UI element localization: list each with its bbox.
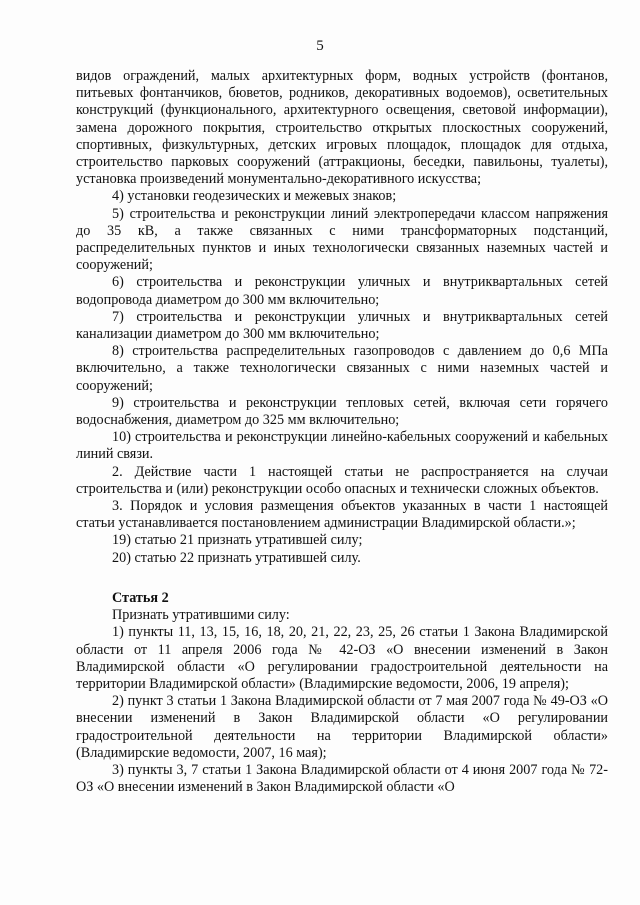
paragraph-item-19: 19) статью 21 признать утратившей силу; bbox=[112, 532, 363, 549]
paragraph-item-10: 10) строительства и реконструкции линейно-кабельных сооружений и кабельных линий связи. bbox=[76, 429, 608, 463]
paragraph-item-5: 5) строительства и реконструкции линий электропередачи классом напряжения до 35 кВ, а также связанных с ними трансформаторных подстанций, распределительных пунктов и иных технологически связанных наземных частей и сооружений; bbox=[76, 205, 608, 274]
paragraph-continuation: видов ограждений, малых архитектурных форм, водных устройств (фонтанов, питьевых фонтанчиков, бюветов, родников, декоративных водоемов), осветительных конструкций (функционального, архитектурного освещения, световой информации), замена дорожного покрытия, строительство открытых плоскостных сооружений, спортивных, физкультурных, детских игровых площадок, площадок для отдыха, строительство парковых сооружений (аттракционы, беседки, павильоны, туалеты), установка произведений монументально-декоративного искусства; bbox=[76, 68, 608, 188]
paragraph-item-6: 6) строительства и реконструкции уличных и внутриквартальных сетей водопровода диаметром до 300 мм включительно; bbox=[76, 274, 608, 308]
repeal-item-1: 1) пункты 11, 13, 15, 16, 18, 20, 21, 22, 23, 25, 26 статьи 1 Закона Владимирской области от 11 апреля 2006 года № 42-ОЗ «О внесении изменений в Закон Владимирской области «О регулировании градостроительной деятельности на территории Владимирской области» (Владимирские ведомости, 2006, 19 апреля); bbox=[76, 624, 608, 692]
paragraph-item-8: 8) строительства распределительных газопроводов с давлением до 0,6 МПа включительно, а также технологически связанных с ними наземных частей и сооружений; bbox=[76, 343, 608, 394]
paragraph-item-7: 7) строительства и реконструкции уличных и внутриквартальных сетей канализации диаметром до 300 мм включительно; bbox=[76, 308, 608, 343]
paragraph-item-9: 9) строительства и реконструкции тепловых сетей, включая сети горячего водоснабжения, диаметром до 325 мм включительно; bbox=[76, 394, 608, 429]
page-number: 5 bbox=[316, 38, 324, 54]
paragraph-item-4: 4) установки геодезических и межевых знаков; bbox=[112, 188, 397, 205]
article-heading: Статья 2 bbox=[112, 589, 169, 606]
paragraph-part-2: 2. Действие части 1 настоящей статьи не распространяется на случаи строительства и (или) реконструкции особо опасных и технически сложных объектов. bbox=[76, 463, 608, 497]
repeal-item-2: 2) пункт 3 статьи 1 Закона Владимирской области от 7 мая 2007 года № 49-ОЗ «О внесении изменений в Закон Владимирской области «О регулировании градостроительной деятельности на территории Владимирской области» (Владимирские ведомости, 2007, 16 мая); bbox=[76, 693, 608, 761]
paragraph-item-20: 20) статью 22 признать утратившей силу. bbox=[112, 549, 361, 566]
page-content bbox=[76, 68, 608, 796]
article-intro: Признать утратившими силу: bbox=[112, 607, 290, 624]
repeal-item-3: 3) пункты 3, 7 статьи 1 Закона Владимирской области от 4 июня 2007 года № 72-ОЗ «О внесении изменений в Закон Владимирской области «О bbox=[76, 761, 608, 796]
paragraph-part-3: 3. Порядок и условия размещения объектов указанных в части 1 настоящей статьи устанавливается постановлением администрации Владимирской области.»; bbox=[76, 498, 608, 532]
